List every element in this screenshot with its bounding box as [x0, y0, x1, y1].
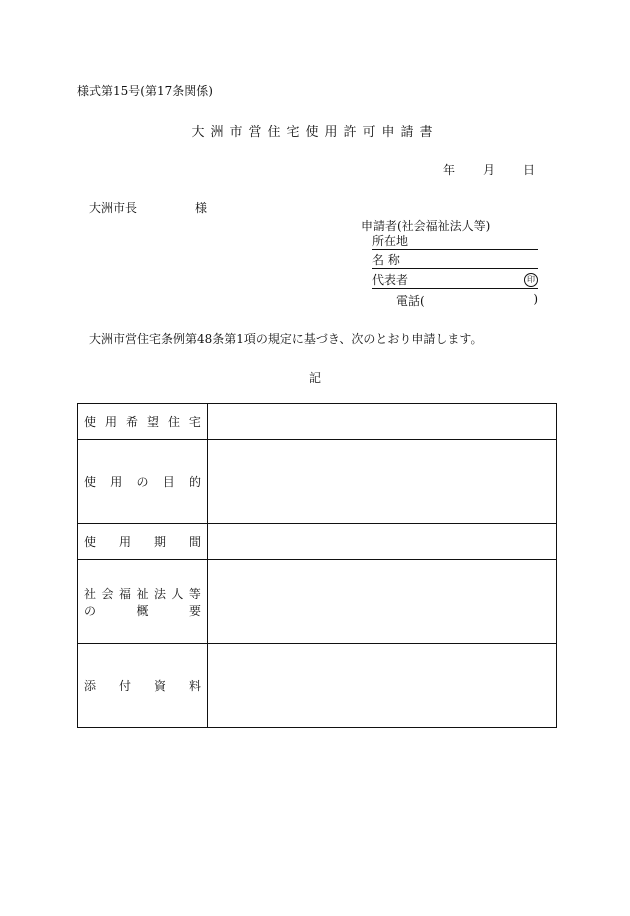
row-label-char: 社 — [84, 586, 97, 601]
row-label-char: 希 — [125, 415, 138, 429]
addressee-name: 大洲市長 — [89, 201, 138, 215]
row-label-char: 資 — [153, 679, 166, 693]
row-label-char: の — [136, 475, 149, 489]
row-label-char: 間 — [188, 535, 201, 549]
row-label-char: 会 — [101, 586, 114, 601]
row-label-char: 望 — [146, 415, 159, 429]
date-year-label: 年 — [443, 163, 456, 177]
phone-close: ) — [533, 292, 538, 306]
addressee-honorific: 様 — [195, 201, 208, 215]
row-label-char: 使 — [84, 475, 97, 489]
row-label-char: 用 — [104, 415, 117, 429]
row-label-line — [84, 413, 201, 430]
table-row — [78, 524, 557, 560]
row-value-cell[interactable] — [208, 644, 557, 728]
row-label-char: 付 — [118, 679, 131, 693]
row-label — [78, 560, 208, 644]
table-row — [78, 440, 557, 524]
row-label — [78, 404, 208, 440]
table-row — [78, 644, 557, 728]
row-label-char: の — [84, 603, 97, 618]
row-label-char: 福 — [118, 586, 131, 601]
row-label-line — [84, 677, 201, 694]
date-day-label: 日 — [523, 163, 536, 177]
phone-label: 電話( — [396, 294, 425, 308]
row-label-char: 用 — [118, 535, 131, 549]
application-statement: 大洲市営住宅条例第48条第1項の規定に基づき、次のとおり申請します。 — [89, 332, 483, 346]
table-row — [78, 560, 557, 644]
name-field[interactable] — [372, 252, 538, 269]
row-label-line — [84, 473, 201, 490]
row-label-line — [84, 533, 201, 550]
form-number: 様式第15号(第17条関係) — [77, 84, 213, 98]
row-value-cell[interactable] — [208, 560, 557, 644]
row-label-char: 使 — [84, 535, 97, 549]
row-label — [78, 440, 208, 524]
row-label-char: 概 — [136, 603, 149, 618]
address-field[interactable] — [372, 233, 538, 250]
ki-heading: 記 — [308, 371, 321, 385]
row-value-cell[interactable] — [208, 524, 557, 560]
page-title: 大洲市営住宅使用許可申請書 — [191, 125, 439, 140]
row-label-char: 祉 — [136, 586, 149, 601]
row-label-line — [84, 602, 201, 619]
row-label-char: 的 — [188, 475, 201, 489]
row-label — [78, 644, 208, 728]
row-label-char: 住 — [167, 415, 180, 429]
row-label-char: 人 — [171, 586, 184, 601]
name-label: 名 称 — [372, 253, 400, 267]
row-label-char: 用 — [110, 475, 123, 489]
row-label-char: 添 — [84, 679, 97, 693]
row-label-char: 使 — [84, 415, 97, 429]
row-value-cell[interactable] — [208, 404, 557, 440]
row-label — [78, 524, 208, 560]
date-month-label: 月 — [483, 163, 496, 177]
seal-icon: 印 — [524, 273, 538, 287]
row-label-char: 目 — [162, 475, 175, 489]
row-label-char: 料 — [188, 679, 201, 693]
row-label-char: 期 — [153, 535, 166, 549]
table-row — [78, 404, 557, 440]
addressee — [89, 199, 207, 216]
representative-label: 代表者 — [372, 273, 409, 287]
row-value-cell[interactable] — [208, 440, 557, 524]
row-label-char: 要 — [188, 603, 201, 618]
date-line — [443, 161, 535, 178]
row-label-char: 等 — [188, 586, 201, 601]
address-label: 所在地 — [372, 234, 409, 248]
details-table — [77, 403, 557, 728]
representative-field[interactable] — [372, 272, 538, 289]
row-label-char: 法 — [153, 586, 166, 601]
applicant-heading: 申請者(社会福祉法人等) — [361, 219, 491, 233]
row-label-char: 宅 — [188, 415, 201, 429]
row-label-line — [84, 585, 201, 602]
